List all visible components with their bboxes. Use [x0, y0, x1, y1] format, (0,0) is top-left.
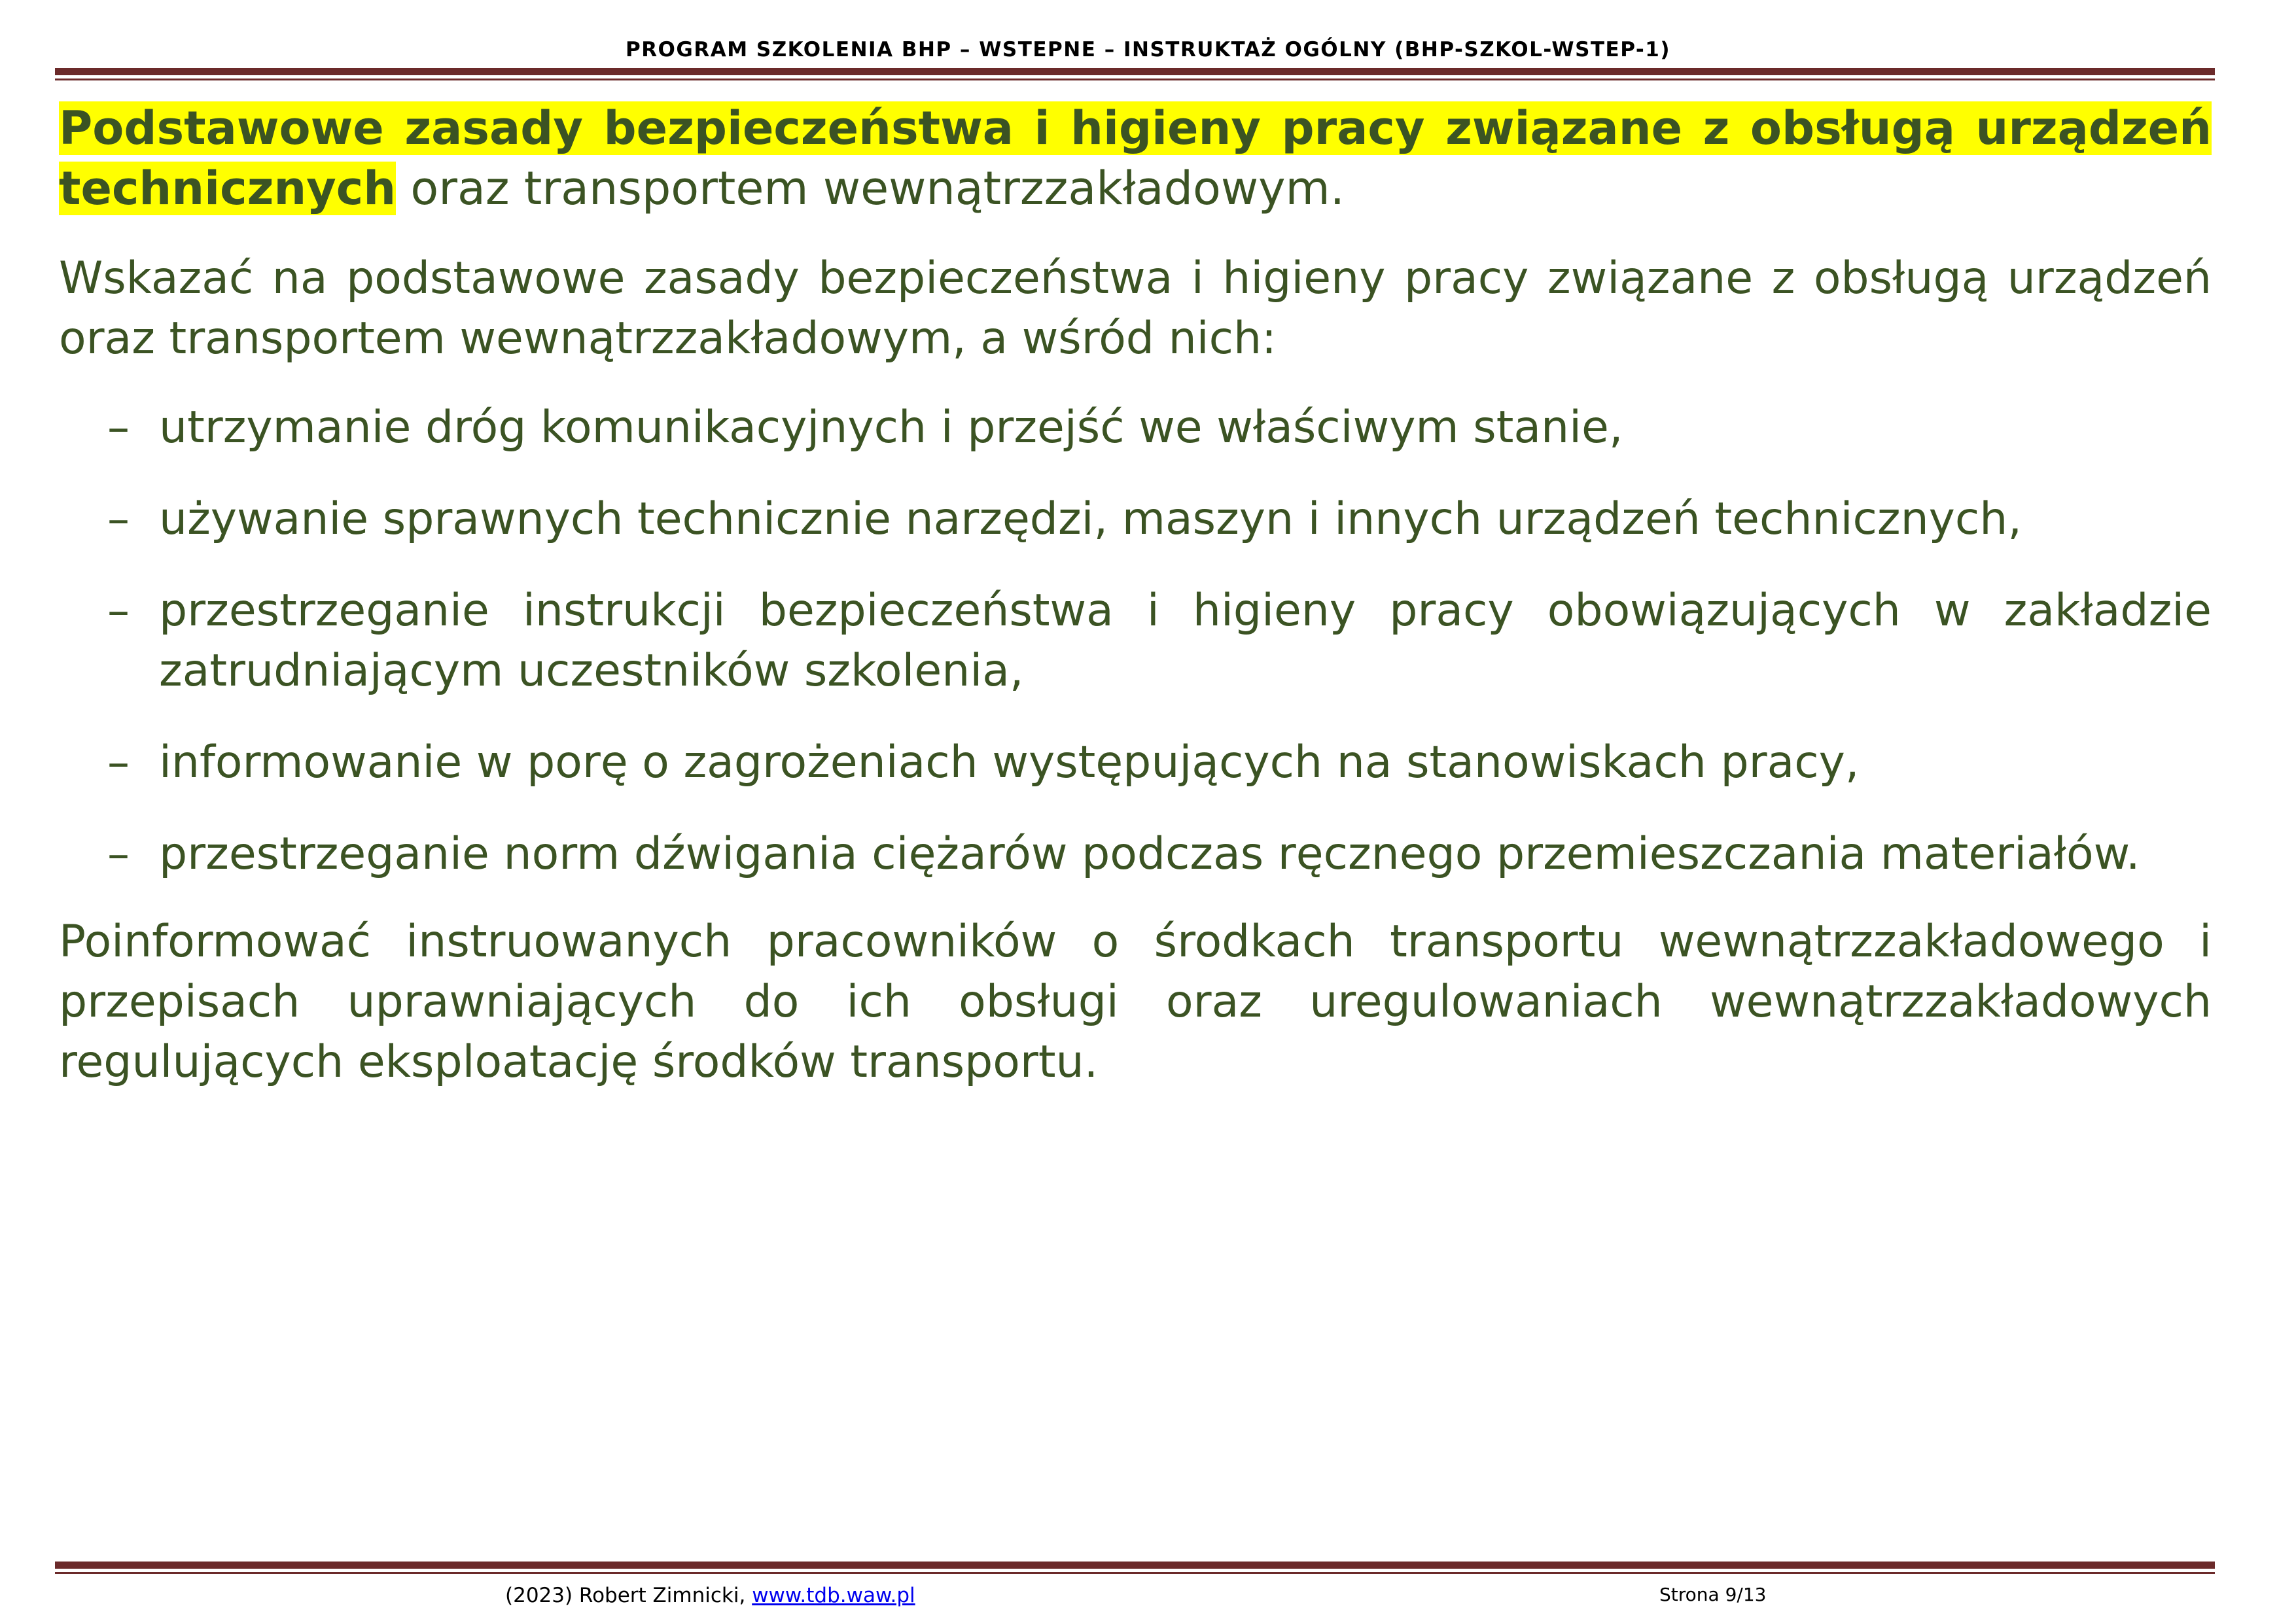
page-content: [59, 98, 2212, 1092]
list-item-text: utrzymanie dróg komunikacyjnych i przejść we właściwym stanie,: [159, 402, 1623, 453]
list-item: [59, 581, 2212, 701]
list-item-text: informowanie w porę o zagrożeniach występujących na stanowiskach pracy,: [159, 737, 1860, 788]
dash-bullet: –: [107, 402, 130, 453]
footer-copyright: [505, 1584, 915, 1607]
footer-rule-thin: [55, 1572, 2215, 1574]
document-header-title: PROGRAM SZKOLENIA BHP – WSTEPNE – INSTRUKTAŻ OGÓLNY (BHP-SZKOL-WSTEP-1): [625, 38, 1671, 61]
section-heading-rest: oraz transportem wewnątrzzakładowym.: [396, 162, 1345, 215]
section-heading-highlight: Podstawowe zasady bezpieczeństwa i higieny pracy związane z obsługą urządzeń technicznych: [59, 101, 2212, 215]
dash-bullet: –: [107, 828, 130, 880]
dash-bullet: –: [107, 737, 130, 788]
closing-paragraph: Poinformować instruowanych pracowników o środkach transportu wewnątrzzakładowego i przepisach uprawniających do ich obsługi oraz uregulowaniach wewnątrzzakładowych regulujących eksploatację środków transportu.: [59, 916, 2212, 1088]
list-item: [59, 398, 2212, 458]
footer-rule-thick: [55, 1562, 2215, 1569]
header-rule-thick: [55, 68, 2215, 75]
rules-list: [59, 398, 2212, 884]
dash-bullet: –: [107, 585, 130, 637]
footer-website-link[interactable]: www.tdb.waw.pl: [752, 1584, 915, 1607]
page-number: Strona 9/13: [1659, 1584, 1767, 1605]
list-item-text: przestrzeganie instrukcji bezpieczeństwa i higieny pracy obowiązujących w zakładzie zatrudniającym uczestników szkolenia,: [159, 585, 2212, 697]
list-item-text: używanie sprawnych technicznie narzędzi, maszyn i innych urządzeń technicznych,: [159, 493, 2022, 545]
dash-bullet: –: [107, 493, 130, 545]
list-item: [59, 733, 2212, 793]
footer-copyright-text: (2023) Robert Zimnicki,: [505, 1584, 752, 1607]
list-item-text: przestrzeganie norm dźwigania ciężarów podczas ręcznego przemieszczania materiałów.: [159, 828, 2140, 880]
list-item: [59, 489, 2212, 550]
intro-paragraph: Wskazać na podstawowe zasady bezpieczeństwa i higieny pracy związane z obsługą urządzeń oraz transportem wewnątrzzakładowym, a wśród nich:: [59, 253, 2212, 364]
section-heading: [59, 98, 2212, 218]
list-item: [59, 824, 2212, 884]
header-rule-thin: [55, 79, 2215, 80]
